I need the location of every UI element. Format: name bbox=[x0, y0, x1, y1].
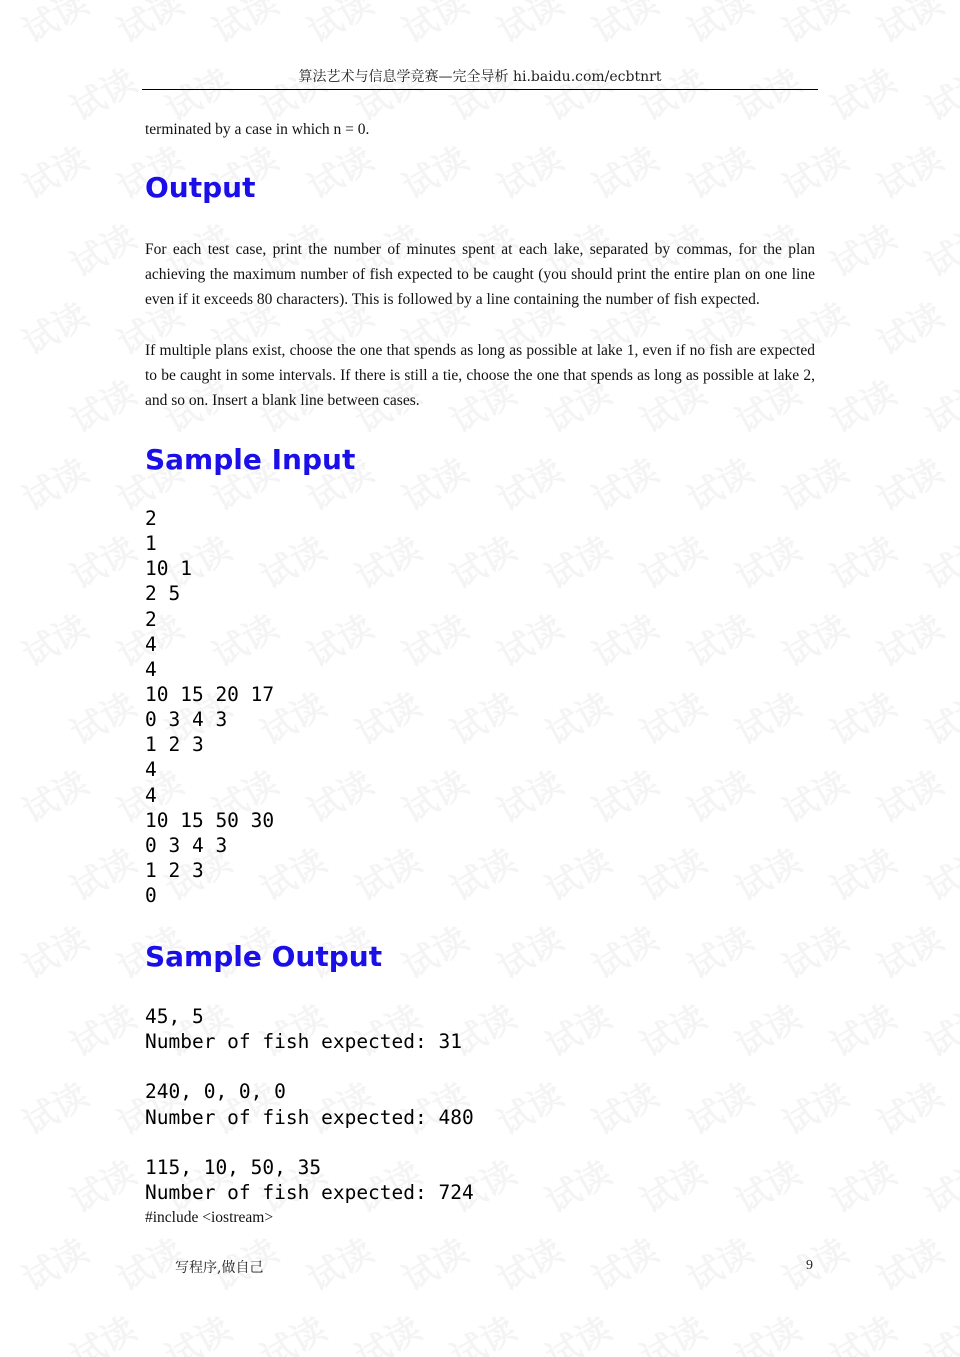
sample-input-heading: Sample Input bbox=[145, 443, 356, 476]
code-line bbox=[145, 1130, 474, 1155]
code-line: 2 bbox=[145, 607, 157, 631]
code-line: 1 bbox=[145, 532, 157, 556]
code-line: 10 15 20 17 bbox=[145, 682, 275, 706]
code-line: 1 2 3 bbox=[145, 858, 204, 882]
code-line: 4 bbox=[145, 783, 157, 807]
code-line: 1 2 3 bbox=[145, 733, 204, 757]
output-heading: Output bbox=[145, 171, 256, 204]
output-paragraph-2: If multiple plans exist, choose the one that spends as long as possible at lake 1, even if no fish are expected to be caught in some intervals. If there is still a tie, choose the one that spends as long as possible at lake 2, and so on. Insert a blank line between cases. bbox=[145, 342, 815, 410]
page-number: 9 bbox=[806, 1258, 813, 1273]
page-header: 算法艺术与信息学竞赛—完全导析 hi.baidu.com/ecbtnrt bbox=[298, 69, 662, 85]
code-line: 0 bbox=[145, 884, 157, 908]
code-line: 4 bbox=[145, 632, 157, 656]
header-rule bbox=[142, 89, 818, 90]
code-line: 2 5 bbox=[145, 582, 181, 606]
code-line: 240, 0, 0, 0 bbox=[145, 1080, 286, 1104]
code-line: 0 3 4 3 bbox=[145, 833, 228, 857]
code-line: Number of fish expected: 480 bbox=[145, 1105, 474, 1129]
code-line: 45, 5 bbox=[145, 1005, 204, 1028]
code-line: 2 bbox=[145, 507, 157, 530]
code-line: 4 bbox=[145, 758, 157, 782]
code-line: 10 15 50 30 bbox=[145, 808, 275, 832]
code-line: 4 bbox=[145, 657, 157, 681]
code-line: Number of fish expected: 31 bbox=[145, 1030, 462, 1054]
sample-output-code bbox=[145, 1004, 474, 1205]
sample-output-heading: Sample Output bbox=[145, 940, 383, 973]
code-include-line: #include <iostream> bbox=[145, 1209, 274, 1226]
intro-text: terminated by a case in which n = 0. bbox=[145, 121, 370, 138]
code-line: 0 3 4 3 bbox=[145, 708, 228, 732]
code-line: Number of fish expected: 724 bbox=[145, 1180, 474, 1204]
sample-input-code bbox=[145, 506, 274, 908]
code-line: 115, 10, 50, 35 bbox=[145, 1155, 322, 1179]
output-paragraph-1: For each test case, print the number of minutes spent at each lake, separated by commas, for the plan achieving the maximum number of fish expected to be caught (you should print the entire plan on one line even if it exceeds 80 characters). This is followed by a line containing the number of fish expected. bbox=[145, 241, 815, 309]
code-line: 10 1 bbox=[145, 557, 192, 581]
footer-motto: 写程序,做自己 bbox=[175, 1260, 264, 1276]
code-line bbox=[145, 1054, 474, 1079]
